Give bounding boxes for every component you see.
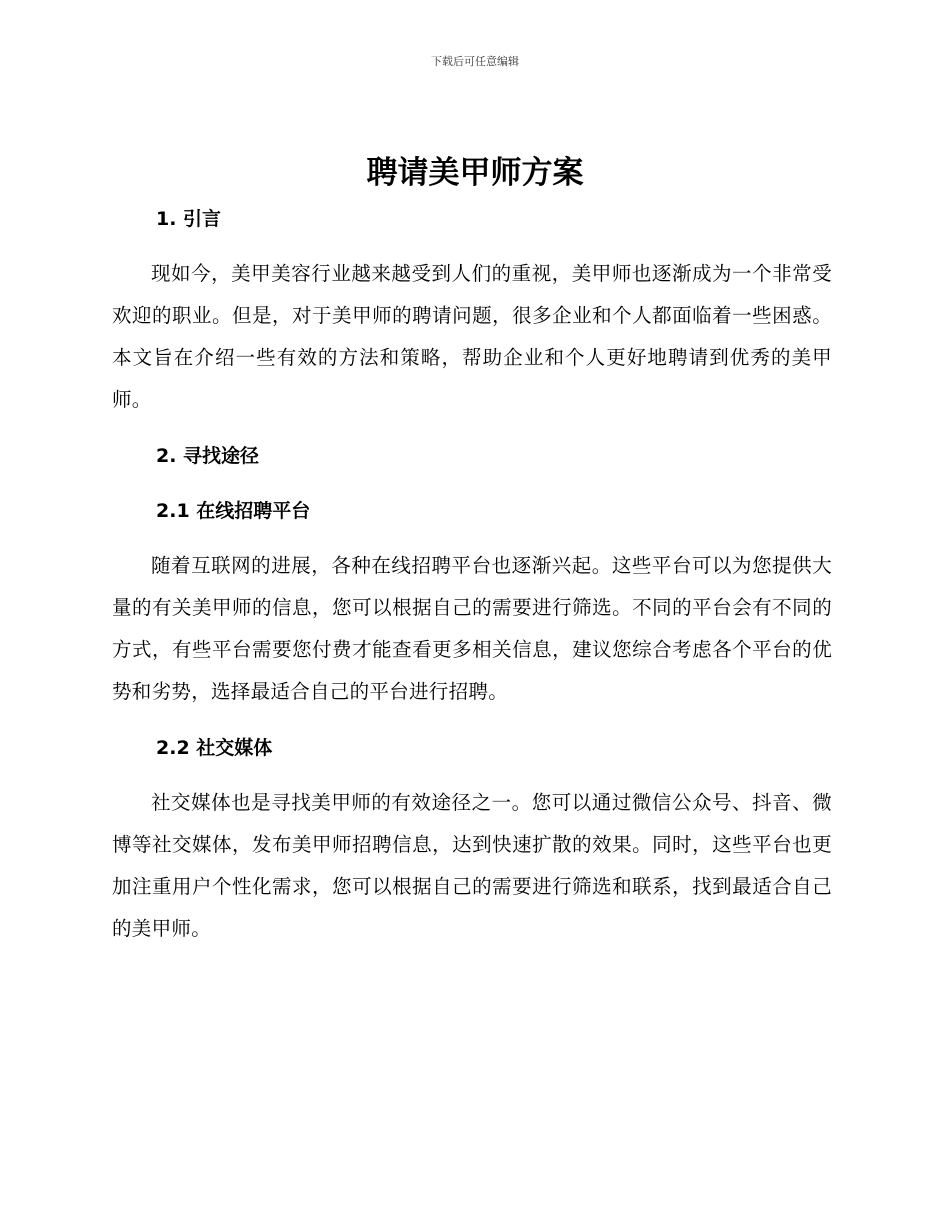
header-note: 下载后可任意编辑	[431, 55, 519, 68]
paragraph-online-platforms: 随着互联网的进展，各种在线招聘平台也逐渐兴起。这些平台可以为您提供大量的有关美甲师的信息，您可以根据自己的需要进行筛选。不同的平台会有不同的方式，有些平台需要您付费才能查看更多相关信息，建议您综合考虑各个平台的优势和劣势，选择最适合自己的平台进行招聘。	[112, 554, 832, 703]
heading-online-platforms: 2.1 在线招聘平台	[156, 500, 311, 522]
paragraph-social-media: 社交媒体也是寻找美甲师的有效途径之一。您可以通过微信公众号、抖音、微博等社交媒体，发布美甲师招聘信息，达到快速扩散的效果。同时，这些平台也更加注重用户个性化需求，您可以根据自己的需要进行筛选和联系，找到最适合自己的美甲师。	[112, 791, 832, 940]
paragraph-introduction: 现如今，美甲美容行业越来越受到人们的重视，美甲师也逐渐成为一个非常受欢迎的职业。但是，对于美甲师的聘请问题，很多企业和个人都面临着一些困惑。本文旨在介绍一些有效的方法和策略，帮助企业和个人更好地聘请到优秀的美甲师。	[112, 262, 832, 411]
heading-social-media: 2.2 社交媒体	[156, 737, 273, 759]
document-title: 聘请美甲师方案	[366, 155, 584, 191]
heading-search-channels: 2. 寻找途径	[156, 445, 260, 467]
heading-introduction: 1. 引言	[156, 208, 222, 230]
